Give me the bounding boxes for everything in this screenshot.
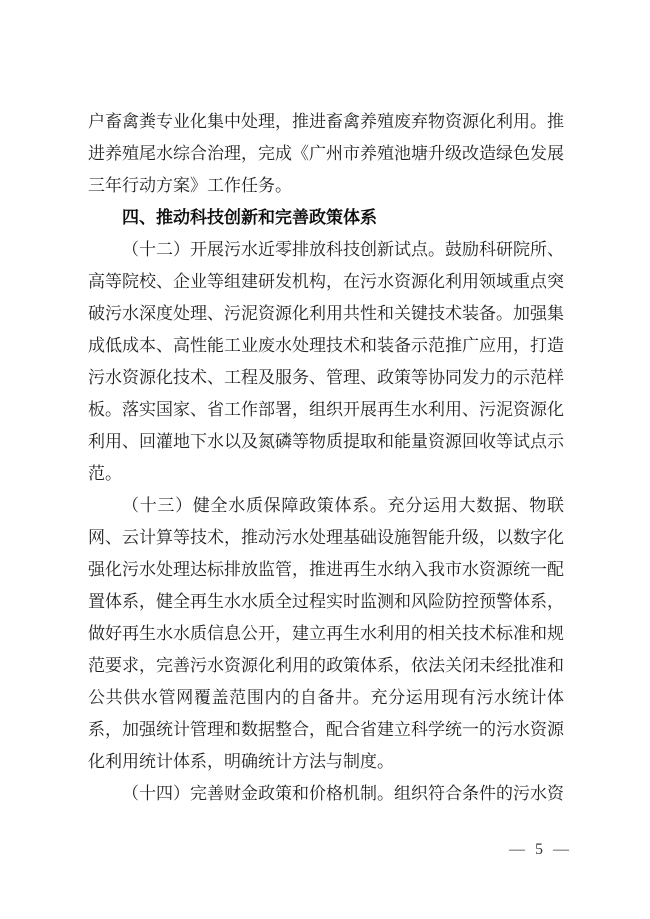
paragraph-item-12: （十二）开展污水近零排放科技创新试点。鼓励科研院所、高等院校、企业等组建研发机构，在污水资源化利用领域重点突破污水深度处理、污泥资源化利用共性和关键技术装备。加强集成低成本、高性能工业废水处理技术和装备示范推广应用，打造污水资源化技术、工程及服务、管理、政策等协同发力的示范样板。落实国家、省工作部署，组织开展再生水利用、污泥资源化利用、回灌地下水以及氮磷等物质提取和能量资源回收等试点示范。: [88, 240, 564, 483]
paragraph-item-14: （十四）完善财金政策和价格机制。组织符合条件的污水资: [122, 784, 564, 803]
paragraph-continuation: 户畜禽粪专业化集中处理，推进畜禽养殖废弃物资源化利用。推进养殖尾水综合治理，完成《广州市养殖池塘升级改造绿色发展三年行动方案》工作任务。: [88, 112, 564, 195]
document-body: [88, 106, 564, 810]
page-number: — 5 —: [509, 841, 572, 858]
section-heading: 四、推动科技创新和完善政策体系: [122, 208, 377, 227]
paragraph-item-13: （十三）健全水质保障政策体系。充分运用大数据、物联网、云计算等技术，推动污水处理基础设施智能升级，以数字化强化污水处理达标排放监管，推进再生水纳入我市水资源统一配置体系，健全再生水水质全过程实时监测和风险防控预警体系，做好再生水水质信息公开，建立再生水利用的相关技术标准和规范要求，完善污水资源化利用的政策体系，依法关闭未经批准和公共供水管网覆盖范围内的自备井。充分运用现有污水统计体系，加强统计管理和数据整合，配合省建立科学统一的污水资源化利用统计体系，明确统计方法与制度。: [88, 496, 564, 771]
